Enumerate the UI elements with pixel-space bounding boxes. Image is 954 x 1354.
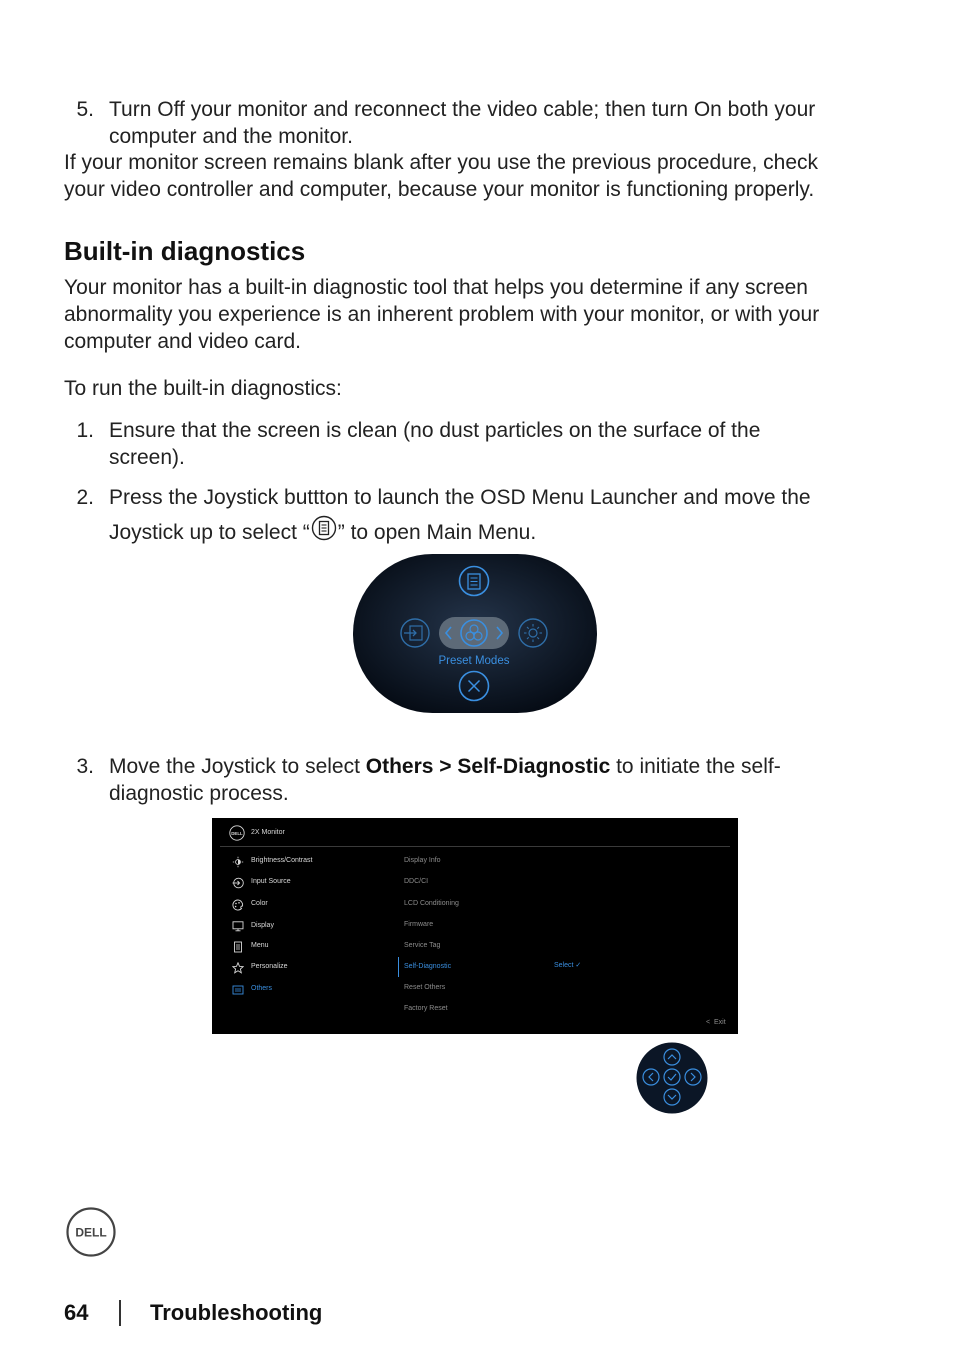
step-5-number: 5. <box>76 98 94 121</box>
blank-note-line-2: your video controller and computer, because your monitor is functioning properly. <box>64 178 815 201</box>
osd-selection-indicator <box>398 957 399 977</box>
osd-check-icon: ✓ <box>575 962 582 969</box>
osd-submenu-self-diagnostic[interactable]: Self-Diagnostic <box>404 963 452 970</box>
osd-submenu-factory-reset[interactable]: Factory Reset <box>404 1005 448 1012</box>
run-label: To run the built-in diagnostics: <box>64 377 342 400</box>
step-5-line-2: computer and the monitor. <box>109 125 353 148</box>
step-1-line-1: Ensure that the screen is clean (no dust particles on the surface of the <box>109 419 761 442</box>
step-3-line-1-pre: Move the Joystick to select <box>109 755 366 778</box>
osd-menu-icon <box>232 941 244 953</box>
step-3-line-1 <box>109 753 781 780</box>
intro-line-2: abnormality you experience is an inherent problem with your monitor, or with your <box>64 303 820 326</box>
osd-select-action[interactable] <box>554 961 581 969</box>
osd-menu-item-input-source[interactable]: Input Source <box>251 878 291 885</box>
step-1-line-2: screen). <box>109 446 185 469</box>
osd-menu-item-brightness-contrast[interactable]: Brightness/Contrast <box>251 857 313 864</box>
intro-line-3: computer and video card. <box>64 330 301 353</box>
osd-others-icon <box>232 984 244 996</box>
osd-exit-label: Exit <box>713 1019 726 1026</box>
osd-submenu-ddc-ci[interactable]: DDC/CI <box>404 878 429 885</box>
osd-launcher <box>353 554 597 713</box>
blank-note-line-1: If your monitor screen remains blank after you use the previous procedure, check <box>64 151 819 174</box>
osd-menu-item-display[interactable]: Display <box>251 922 274 929</box>
osd-menu-item-personalize[interactable]: Personalize <box>251 963 288 970</box>
osd-submenu-reset-others[interactable]: Reset Others <box>404 984 446 991</box>
step-2-line-2-pre: Joystick up to select “ <box>109 521 310 544</box>
step-2-number: 2. <box>76 486 94 509</box>
osd-submenu-display-info[interactable]: Display Info <box>404 857 441 864</box>
osd-menu-item-menu[interactable]: Menu <box>251 942 269 949</box>
osd-chevron-left-icon: < <box>706 1019 711 1026</box>
section-heading: Built-in diagnostics <box>64 236 306 266</box>
step-3-line-1-post: to initiate the self- <box>610 755 781 778</box>
menu-icon <box>311 515 337 541</box>
step-5-line-1: Turn Off your monitor and reconnect the video cable; then turn On both your <box>109 98 816 121</box>
dell-logo <box>66 1207 116 1257</box>
osd-brightness-icon <box>232 856 244 868</box>
step-2-line-2 <box>109 515 536 546</box>
osd-main-menu <box>212 818 738 1034</box>
joystick-control <box>636 1042 708 1114</box>
osd-menu-item-others[interactable]: Others <box>251 985 273 992</box>
osd-menu-item-color[interactable]: Color <box>251 900 268 907</box>
footer-divider <box>119 1300 121 1326</box>
step-3-line-1-bold: Others > Self-Diagnostic <box>365 755 611 778</box>
osd-submenu-service-tag[interactable]: Service Tag <box>404 942 441 949</box>
osd-divider <box>220 846 730 847</box>
page-number: 64 <box>64 1300 89 1325</box>
step-3-number: 3. <box>76 755 94 778</box>
step-2-line-1: Press the Joystick buttton to launch the OSD Menu Launcher and move the <box>109 486 811 509</box>
osd-exit-action[interactable] <box>706 1019 726 1026</box>
osd-submenu-lcd-conditioning[interactable]: LCD Conditioning <box>404 900 459 907</box>
footer-section-title: Troubleshooting <box>150 1300 323 1325</box>
osd-color-icon <box>232 899 244 911</box>
osd-dell-logo-icon <box>229 825 245 841</box>
osd-display-icon <box>232 920 244 932</box>
osd-input-source-icon <box>232 877 244 889</box>
step-2-line-2-post: ” to open Main Menu. <box>337 521 537 544</box>
intro-line-1: Your monitor has a built-in diagnostic tool that helps you determine if any screen <box>64 276 808 299</box>
osd-dell-logo-text: DELL <box>231 831 243 836</box>
step-3-line-2: diagnostic process. <box>109 782 289 805</box>
osd-select-label: Select <box>554 962 574 969</box>
step-1-number: 1. <box>76 419 94 442</box>
osd-submenu-firmware[interactable]: Firmware <box>404 921 434 928</box>
osd-title: 2X Monitor <box>251 829 285 836</box>
osd-personalize-star-icon <box>232 962 244 974</box>
dell-logo-text: DELL <box>75 1225 107 1240</box>
preset-modes-label: Preset Modes <box>438 655 510 667</box>
